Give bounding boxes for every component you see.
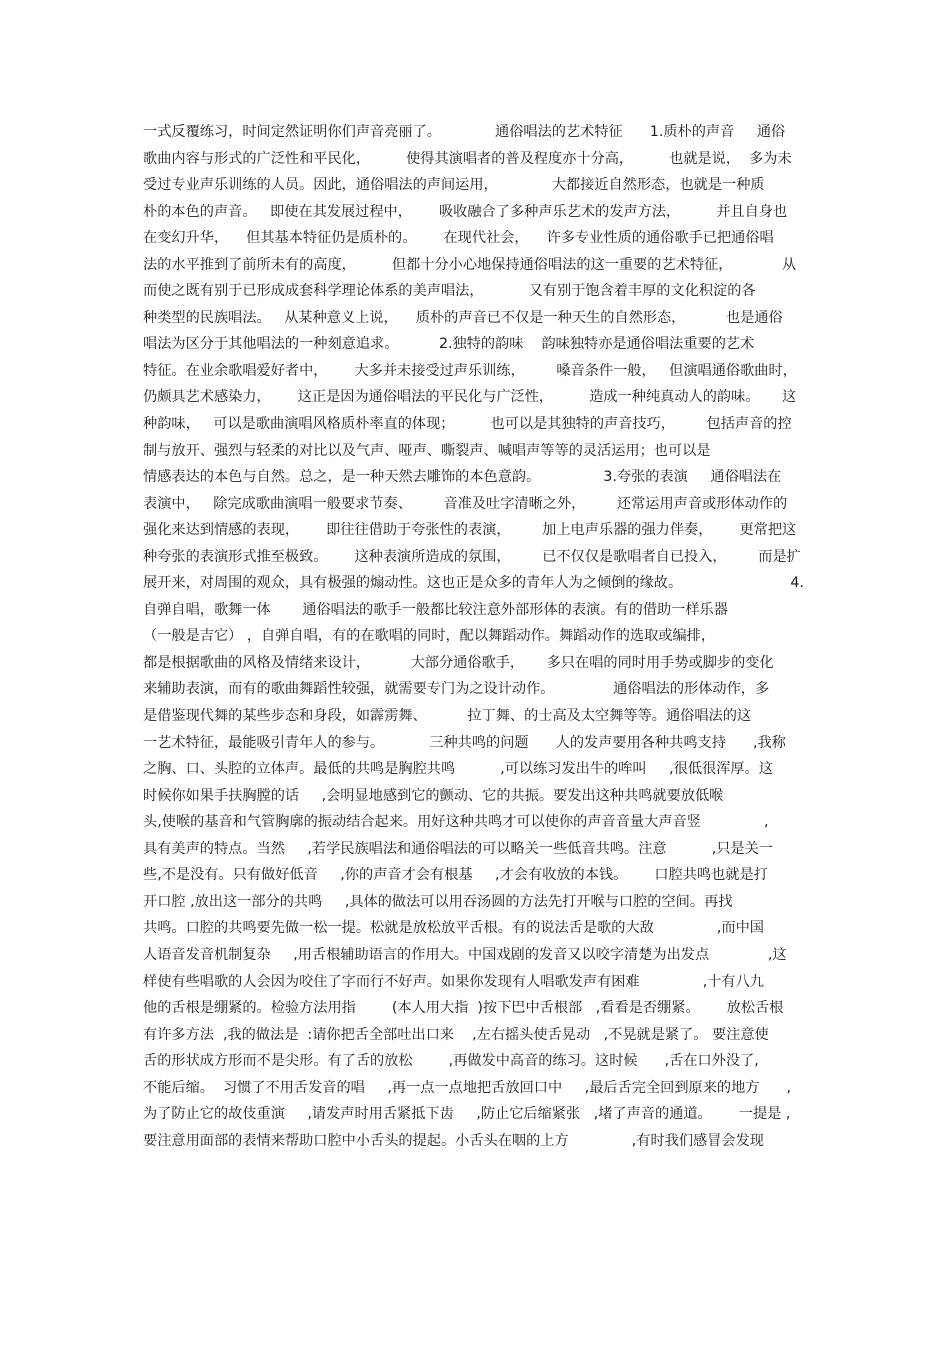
text-line: 而使之既有别于已形成成套科学理论体系的美声唱法， 又有别于饱含着丰厚的文化积淀的各 [143,283,756,300]
text-line: 在变幻升华， 但其基本特征仍是质朴的。 在现代社会， 许多专业性质的通俗歌手已把通俗唱 [143,230,774,247]
text-line: 朴的本色的声音。 即使在其发展过程中， 吸收融合了多种声乐艺术的发声方法， 并且自身也 [143,203,788,220]
text-line: 开口腔 ,放出这一部分的共鸣 ,具体的做法可以用吞汤圆的方法先打开喉与口腔的空间。再找 [143,893,733,910]
text-line: 自弹自唱，歌舞一体 通俗唱法的歌手一般都比较注意外部形体的表演。有的借助一样乐器 [143,601,728,618]
text-line: 法的水平推到了前所未有的高度， 但都十分小心地保持通俗唱法的这一重要的艺术特征， 从 [143,256,797,273]
text-line: 之胸、口、头腔的立体声。最低的共鸣是胸腔共鸣 ,可以练习发出牛的哞叫 ,很低很浑厚。这 [143,761,773,778]
text-line: 舌的形状成方形而不是尖形。有了舌的放松 ,再做发中高音的练习。这时候 ,舌在口外没了, [143,1053,759,1070]
text-line: 特征。在业余歌唱爱好者中， 大多并未接受过声乐训练， 嗓音条件一般， 但演唱通俗歌曲时， [143,362,797,379]
text-line: 种韵味， 可以是歌曲演唱风格质朴率直的体现； 也可以是其独特的声音技巧， 包括声音的控 [143,416,792,433]
text-line: 种类型的民族唱法。 从某种意义上说， 质朴的声音已不仅是一种天生的自然形态， 也是通俗 [143,309,783,326]
text-line: 共鸣。口腔的共鸣要先做一松一提。松就是放松放平舌根。有的说法舌是歌的大敌 ,而中国 [143,920,764,937]
text-line: 来辅助表演，而有的歌曲舞蹈性较强，就需要专门为之设计动作。 通俗唱法的形体动作，多 [143,681,770,698]
text-line: 要注意用面部的表情来帮助口腔中小舌头的提起。小舌头在咽的上方 ,有时我们感冒会发现 [143,1132,764,1149]
text-line: 唱法为区分于其他唱法的一种刻意追求。 2.独特的韵味 韵味独特亦是通俗唱法重要的艺术 [143,336,755,353]
text-line: 人语音发音机制复杂 ,用舌根辅助语言的作用大。中国戏剧的发音又以咬字清楚为出发点 ,这 [143,946,787,963]
text-line: 强化来达到情感的表现， 即往往借助于夸张性的表演， 加上电声乐器的强力伴奏， 更常把这 [143,522,797,539]
text-line: 情感表达的本色与自然。总之，是一种天然去雕饰的本色意韵。 3.夸张的表演 通俗唱法在 [143,469,782,486]
text-line: 具有美声的特点。当然 ,若学民族唱法和通俗唱法的可以略关一些低音共鸣。注意 ,只是关一 [143,840,773,857]
text-line: 有许多方法 ,我的做法是 :请你把舌全部吐出口来 ,左右摇头使舌晃动 ,不晃就是紧了。 要注意使 [143,1026,769,1043]
text-line: 种夸张的表演形式推至极致。 这种表演所造成的氛围， 已不仅仅是歌唱者自已投入， 而是扩 [143,548,801,565]
text-line: 一艺术特征，最能吸引青年人的参与。 三种共鸣的问题 人的发声要用各种共鸣支持 ,我称 [143,734,786,751]
text-line: 受过专业声乐训练的人员。因此，通俗唱法的声间运用， 大都接近自然形态，也就是一种质 [143,177,765,194]
text-line: 一式反覆练习，时间定然证明你们声音亮丽了。 通俗唱法的艺术特征 1.质朴的声音 通俗 [143,124,786,140]
body-text [143,119,813,1154]
text-line: 他的舌根是绷紧的。检验方法用指 (本人用大指 )按下巴中舌根部 ,看看是否绷紧。 放松舌根 [143,1000,784,1017]
text-line: （一般是吉它） ，自弹自唱，有的在歌唱的同时，配以舞蹈动作。舞蹈动作的选取或编排， [143,628,716,645]
text-line: 仍颇具艺术感染力， 这正是因为通俗唱法的平民化与广泛性， 造成一种纯真动人的韵味。 这 [143,389,797,406]
text-line: 时候你如果手扶胸膛的话 ,会明显地感到它的颤动、它的共振。要发出这种共鸣就要放低喉 [143,787,724,804]
text-line: 为了防止它的故伎重演 ,请发声时用舌紧抵下齿 ,防止它后缩紧张 ,堵了声音的通道。 一提是 , [143,1106,791,1123]
text-line: 表演中， 除完成歌曲演唱一般要求节奏、 音准及吐字清晰之外， 还常运用声音或形体动作的 [143,495,788,512]
text-line: 头,使喉的基音和气管胸廓的振动结合起来。用好这种共鸣才可以使你的声音音量大声音竖 , [143,814,769,831]
text-line: 歌曲内容与形式的广泛性和平民化， 使得其演唱者的普及程度亦十分高， 也就是说， 多为未 [143,150,792,167]
text-line: 都是根据歌曲的风格及情绪来设计， 大部分通俗歌手， 多只在唱的同时用手势或脚步的变化 [143,654,774,671]
text-line: 不能后缩。 习惯了不用舌发音的唱 ,再一点一点地把舌放回口中 ,最后舌完全回到原来的地方 , [143,1079,792,1096]
text-line: 是借鉴现代舞的某些步态和身段，如霹雳舞、 拉丁舞、的士高及太空舞等等。通俗唱法的这 [143,708,752,725]
text-line: 制与放开、强烈与轻柔的对比以及气声、哑声、嘶裂声、喊唱声等等的灵活运用；也可以是 [143,442,711,459]
text-line: 些,不是没有。只有做好低音 ,你的声音才会有根基 ,才会有收放的本钱。 口腔共鸣也就是打 [143,867,768,884]
text-line: 样使有些唱歌的人会因为咬住了字而行不好声。如果你发现有人唱歌发声有困难 ,十有八九 [143,973,764,990]
text-line: 展开来，对周围的观众，具有极强的煽动性。这也正是众多的青年人为之倾倒的缘故。 4. [143,575,804,592]
